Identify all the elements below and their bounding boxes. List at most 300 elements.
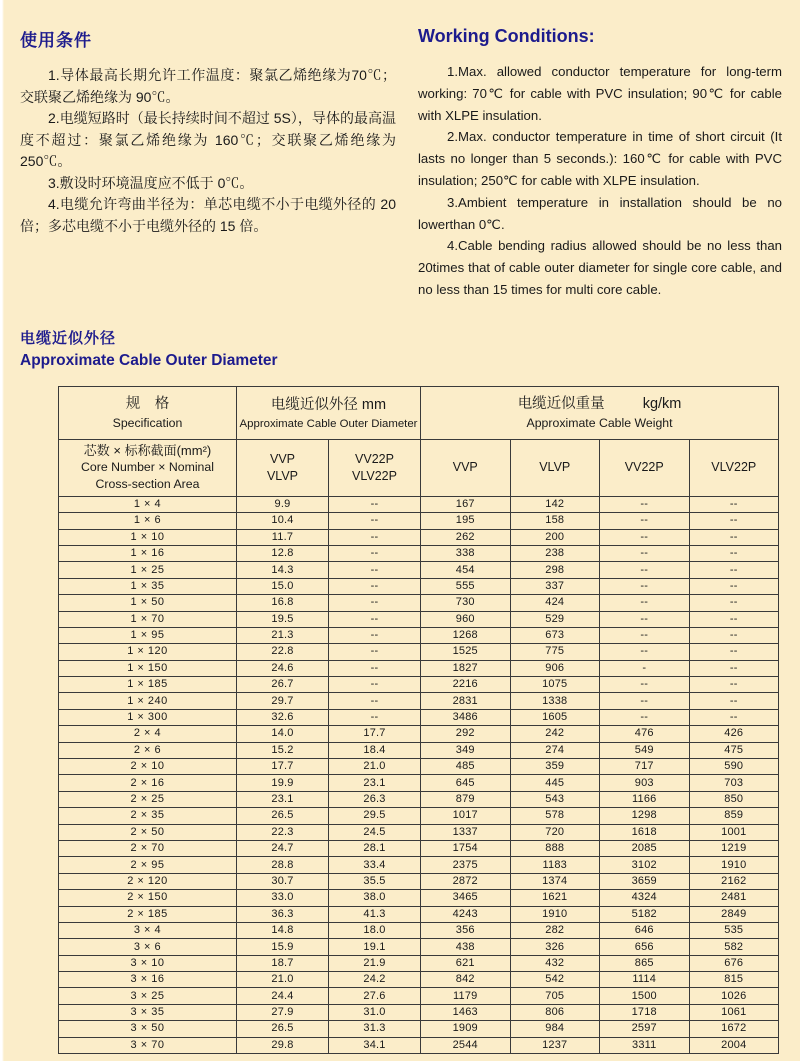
value-cell: 676	[689, 955, 779, 971]
value-cell: 262	[421, 529, 511, 545]
value-cell: 28.8	[237, 857, 329, 873]
section-title-en: Approximate Cable Outer Diameter	[20, 351, 278, 369]
table-row	[59, 677, 779, 693]
value-cell: --	[329, 529, 421, 545]
value-cell: 2544	[421, 1037, 511, 1053]
value-cell: --	[600, 644, 690, 660]
table-row	[59, 726, 779, 742]
value-cell: 1672	[689, 1021, 779, 1037]
value-cell: 26.3	[329, 791, 421, 807]
value-cell: 3486	[421, 709, 511, 725]
value-cell: 23.1	[237, 791, 329, 807]
value-cell: 582	[689, 939, 779, 955]
value-cell: 2375	[421, 857, 511, 873]
value-cell: 35.5	[329, 873, 421, 889]
value-cell: 2597	[600, 1021, 690, 1037]
value-cell: --	[689, 496, 779, 512]
table-row	[59, 840, 779, 856]
value-cell: 438	[421, 939, 511, 955]
value-cell: 1298	[600, 808, 690, 824]
value-cell: 292	[421, 726, 511, 742]
table-row	[59, 627, 779, 643]
usage-conditions-title-cn: 使用条件	[20, 31, 92, 50]
value-cell: 2162	[689, 873, 779, 889]
value-cell: 24.5	[329, 824, 421, 840]
value-cell: 26.7	[237, 677, 329, 693]
spec-cell: 3 × 6	[59, 939, 237, 955]
value-cell: --	[600, 562, 690, 578]
value-cell: 1268	[421, 627, 511, 643]
value-cell: 1605	[510, 709, 600, 725]
value-cell: 27.6	[329, 988, 421, 1004]
spec-cell: 2 × 10	[59, 759, 237, 775]
value-cell: 1237	[510, 1037, 600, 1053]
value-cell: 850	[689, 791, 779, 807]
value-cell: 705	[510, 988, 600, 1004]
core-section-header-cell	[59, 439, 237, 496]
working-conditions-en	[418, 26, 782, 301]
value-cell: --	[329, 513, 421, 529]
value-cell: --	[689, 529, 779, 545]
cable-table-header	[59, 386, 779, 496]
value-cell: 1754	[421, 840, 511, 856]
value-cell: 24.2	[329, 972, 421, 988]
value-cell: 529	[510, 611, 600, 627]
value-cell: 33.0	[237, 890, 329, 906]
value-cell: 4324	[600, 890, 690, 906]
value-cell: 19.9	[237, 775, 329, 791]
value-cell: 17.7	[237, 759, 329, 775]
spec-cell: 2 × 50	[59, 824, 237, 840]
value-cell: 703	[689, 775, 779, 791]
table-row	[59, 529, 779, 545]
table-row	[59, 660, 779, 676]
conditions-section	[20, 26, 782, 301]
spec-cell: 1 × 95	[59, 627, 237, 643]
header-row-columns	[59, 439, 779, 496]
value-cell: 5182	[600, 906, 690, 922]
value-cell: 27.9	[237, 1004, 329, 1020]
value-cell: 1621	[510, 890, 600, 906]
value-cell: 34.1	[329, 1037, 421, 1053]
type-label: VV22P	[355, 451, 394, 466]
value-cell: 432	[510, 955, 600, 971]
table-row	[59, 1021, 779, 1037]
value-cell: --	[600, 627, 690, 643]
weight-header-cn: 电缆近似重量	[517, 396, 605, 413]
diameter-header-cn: 电缆近似外径 mm	[270, 396, 387, 413]
value-cell: 359	[510, 759, 600, 775]
cable-table-body	[59, 496, 779, 1053]
value-cell: 903	[600, 775, 690, 791]
value-cell: 41.3	[329, 906, 421, 922]
value-cell: 2216	[421, 677, 511, 693]
value-cell: 18.4	[329, 742, 421, 758]
en-paragraph-2: 2.Max. conductor temperature in time of short circuit (It lasts no longer than 5 seconds.): 160℃ for cable with PVC insulation; 250℃ for cable with XLPE insulation.	[418, 129, 782, 188]
spec-cell: 1 × 50	[59, 595, 237, 611]
type-label: VLV22P	[711, 460, 757, 475]
value-cell: --	[329, 578, 421, 594]
value-cell: --	[689, 677, 779, 693]
spec-cell: 3 × 16	[59, 972, 237, 988]
value-cell: 24.7	[237, 840, 329, 856]
table-row	[59, 759, 779, 775]
weight-col-vlvp	[510, 439, 600, 496]
value-cell: 1618	[600, 824, 690, 840]
spec-cell: 2 × 4	[59, 726, 237, 742]
table-row	[59, 857, 779, 873]
value-cell: 19.1	[329, 939, 421, 955]
value-cell: --	[689, 644, 779, 660]
value-cell: --	[689, 513, 779, 529]
table-row	[59, 988, 779, 1004]
value-cell: 24.6	[237, 660, 329, 676]
value-cell: 1827	[421, 660, 511, 676]
value-cell: 1166	[600, 791, 690, 807]
value-cell: 274	[510, 742, 600, 758]
spec-cell: 2 × 16	[59, 775, 237, 791]
value-cell: 730	[421, 595, 511, 611]
weight-col-vlv22p	[689, 439, 779, 496]
value-cell: 282	[510, 922, 600, 938]
table-row	[59, 644, 779, 660]
value-cell: --	[689, 595, 779, 611]
spec-cell: 2 × 150	[59, 890, 237, 906]
value-cell: 3102	[600, 857, 690, 873]
value-cell: --	[600, 578, 690, 594]
value-cell: --	[689, 545, 779, 561]
spec-cell: 2 × 95	[59, 857, 237, 873]
cn-paragraph-1: 1.导体最高长期允许工作温度：聚氯乙烯绝缘为70℃；交联聚乙烯绝缘为 90℃。	[20, 67, 396, 105]
value-cell: 3311	[600, 1037, 690, 1053]
value-cell: --	[600, 513, 690, 529]
value-cell: --	[689, 693, 779, 709]
value-cell: 238	[510, 545, 600, 561]
value-cell: 578	[510, 808, 600, 824]
value-cell: 815	[689, 972, 779, 988]
core-header-cn: 芯数 × 标称截面(mm²)	[83, 443, 212, 459]
value-cell: 476	[600, 726, 690, 742]
cn-paragraph-2: 2.电缆短路时（最长持续时间不超过 5S），导体的最高温度不超过：聚氯乙烯绝缘为 160℃；交联聚乙烯绝缘为 250℃。	[20, 110, 396, 169]
type-label: VLVP	[539, 460, 571, 475]
table-row	[59, 775, 779, 791]
value-cell: 485	[421, 759, 511, 775]
value-cell: --	[329, 677, 421, 693]
value-cell: 555	[421, 578, 511, 594]
spec-cell: 2 × 6	[59, 742, 237, 758]
value-cell: 12.8	[237, 545, 329, 561]
value-cell: 15.2	[237, 742, 329, 758]
value-cell: 1179	[421, 988, 511, 1004]
value-cell: 1500	[600, 988, 690, 1004]
value-cell: 1463	[421, 1004, 511, 1020]
value-cell: -	[600, 660, 690, 676]
spec-cell: 1 × 35	[59, 578, 237, 594]
value-cell: 17.7	[329, 726, 421, 742]
value-cell: 30.7	[237, 873, 329, 889]
value-cell: 1183	[510, 857, 600, 873]
header-row-groups	[59, 386, 779, 439]
value-cell: 1910	[689, 857, 779, 873]
table-row	[59, 1037, 779, 1053]
value-cell: 1525	[421, 644, 511, 660]
value-cell: 29.5	[329, 808, 421, 824]
value-cell: 859	[689, 808, 779, 824]
value-cell: 23.1	[329, 775, 421, 791]
value-cell: 36.3	[237, 906, 329, 922]
value-cell: 1338	[510, 693, 600, 709]
value-cell: 1061	[689, 1004, 779, 1020]
value-cell: 535	[689, 922, 779, 938]
value-cell: 888	[510, 840, 600, 856]
en-paragraph-3: 3.Ambient temperature in installation should be no lowerthan 0℃.	[418, 194, 782, 232]
value-cell: 865	[600, 955, 690, 971]
spec-cell: 1 × 300	[59, 709, 237, 725]
value-cell: 2872	[421, 873, 511, 889]
value-cell: 1374	[510, 873, 600, 889]
value-cell: 298	[510, 562, 600, 578]
table-row	[59, 1004, 779, 1020]
table-row	[59, 955, 779, 971]
value-cell: 1017	[421, 808, 511, 824]
value-cell: 445	[510, 775, 600, 791]
value-cell: 646	[600, 922, 690, 938]
spec-cell: 3 × 35	[59, 1004, 237, 1020]
spec-cell: 1 × 120	[59, 644, 237, 660]
spec-cell: 1 × 150	[59, 660, 237, 676]
value-cell: 29.8	[237, 1037, 329, 1053]
spec-cell: 1 × 10	[59, 529, 237, 545]
table-row	[59, 906, 779, 922]
value-cell: 1219	[689, 840, 779, 856]
table-row	[59, 873, 779, 889]
usage-conditions-cn	[20, 26, 396, 301]
value-cell: 26.5	[237, 1021, 329, 1037]
table-row	[59, 595, 779, 611]
table-row	[59, 578, 779, 594]
spec-cell: 1 × 70	[59, 611, 237, 627]
spec-cell: 3 × 10	[59, 955, 237, 971]
value-cell: 242	[510, 726, 600, 742]
value-cell: --	[329, 496, 421, 512]
table-row	[59, 611, 779, 627]
value-cell: 16.8	[237, 595, 329, 611]
spec-header-cell	[59, 386, 237, 439]
value-cell: 167	[421, 496, 511, 512]
value-cell: 2481	[689, 890, 779, 906]
value-cell: 21.3	[237, 627, 329, 643]
type-label: VVP	[452, 460, 478, 475]
value-cell: 21.0	[237, 972, 329, 988]
value-cell: 9.9	[237, 496, 329, 512]
value-cell: 200	[510, 529, 600, 545]
value-cell: 543	[510, 791, 600, 807]
working-conditions-title-en: Working Conditions:	[418, 26, 595, 46]
value-cell: 960	[421, 611, 511, 627]
section-title-cn: 电缆近似外径	[20, 329, 117, 347]
value-cell: 142	[510, 496, 600, 512]
value-cell: 1910	[510, 906, 600, 922]
value-cell: 31.0	[329, 1004, 421, 1020]
value-cell: 2004	[689, 1037, 779, 1053]
value-cell: 14.0	[237, 726, 329, 742]
diameter-col-vvp-vlvp	[237, 439, 329, 496]
spec-cell: 1 × 25	[59, 562, 237, 578]
value-cell: --	[689, 611, 779, 627]
value-cell: 1026	[689, 988, 779, 1004]
type-label: VLV22P	[352, 468, 397, 483]
value-cell: --	[600, 677, 690, 693]
value-cell: 4243	[421, 906, 511, 922]
value-cell: --	[689, 578, 779, 594]
spec-cell: 3 × 4	[59, 922, 237, 938]
type-label: VV22P	[624, 460, 664, 475]
value-cell: 18.7	[237, 955, 329, 971]
value-cell: 24.4	[237, 988, 329, 1004]
value-cell: 337	[510, 578, 600, 594]
value-cell: 19.5	[237, 611, 329, 627]
value-cell: 542	[510, 972, 600, 988]
table-row	[59, 693, 779, 709]
value-cell: 984	[510, 1021, 600, 1037]
spec-cell: 2 × 185	[59, 906, 237, 922]
value-cell: 326	[510, 939, 600, 955]
value-cell: 906	[510, 660, 600, 676]
value-cell: 14.8	[237, 922, 329, 938]
value-cell: 424	[510, 595, 600, 611]
value-cell: 673	[510, 627, 600, 643]
value-cell: 1718	[600, 1004, 690, 1020]
table-row	[59, 791, 779, 807]
table-row	[59, 742, 779, 758]
table-row	[59, 513, 779, 529]
value-cell: --	[689, 709, 779, 725]
type-label: VVP	[269, 451, 295, 466]
spec-header-en: Specification	[112, 416, 183, 431]
value-cell: 21.0	[329, 759, 421, 775]
table-row	[59, 972, 779, 988]
value-cell: 656	[600, 939, 690, 955]
value-cell: 717	[600, 759, 690, 775]
value-cell: --	[689, 660, 779, 676]
value-cell: 15.0	[237, 578, 329, 594]
value-cell: --	[600, 693, 690, 709]
value-cell: 31.3	[329, 1021, 421, 1037]
value-cell: 621	[421, 955, 511, 971]
spec-header-cn: 规 格	[125, 396, 170, 413]
value-cell: 1909	[421, 1021, 511, 1037]
value-cell: 1114	[600, 972, 690, 988]
value-cell: 3659	[600, 873, 690, 889]
table-row	[59, 824, 779, 840]
spec-cell: 3 × 25	[59, 988, 237, 1004]
value-cell: 33.4	[329, 857, 421, 873]
value-cell: --	[600, 709, 690, 725]
value-cell: 14.3	[237, 562, 329, 578]
value-cell: 349	[421, 742, 511, 758]
value-cell: 26.5	[237, 808, 329, 824]
type-label: VLVP	[266, 468, 299, 483]
spec-cell: 1 × 16	[59, 545, 237, 561]
table-row	[59, 709, 779, 725]
cable-spec-table	[58, 386, 779, 1054]
value-cell: 2849	[689, 906, 779, 922]
value-cell: --	[329, 627, 421, 643]
cn-paragraph-4: 4.电缆允许弯曲半径为：单芯电缆不小于电缆外径的 20 倍；多芯电缆不小于电缆外径的 15 倍。	[20, 196, 396, 234]
value-cell: 475	[689, 742, 779, 758]
value-cell: 38.0	[329, 890, 421, 906]
cn-paragraph-3: 3.敷设时环境温度应不低于 0℃。	[48, 174, 254, 191]
value-cell: 590	[689, 759, 779, 775]
spec-cell: 1 × 4	[59, 496, 237, 512]
value-cell: 879	[421, 791, 511, 807]
spec-cell: 1 × 240	[59, 693, 237, 709]
value-cell: --	[329, 562, 421, 578]
weight-group-header-cell	[421, 386, 779, 439]
value-cell: 1075	[510, 677, 600, 693]
value-cell: --	[600, 496, 690, 512]
diameter-group-header-cell	[237, 386, 421, 439]
value-cell: 11.7	[237, 529, 329, 545]
value-cell: 15.9	[237, 939, 329, 955]
table-row	[59, 808, 779, 824]
diameter-header-en: Approximate Cable Outer Diameter	[239, 417, 418, 430]
spec-cell: 2 × 35	[59, 808, 237, 824]
spec-cell: 3 × 70	[59, 1037, 237, 1053]
table-row	[59, 545, 779, 561]
value-cell: --	[600, 595, 690, 611]
value-cell: --	[329, 693, 421, 709]
table-row	[59, 939, 779, 955]
value-cell: 21.9	[329, 955, 421, 971]
value-cell: --	[329, 611, 421, 627]
value-cell: 645	[421, 775, 511, 791]
value-cell: --	[329, 644, 421, 660]
value-cell: --	[689, 627, 779, 643]
value-cell: 22.3	[237, 824, 329, 840]
spec-cell: 2 × 120	[59, 873, 237, 889]
core-header-en-line2: Cross-section Area	[95, 477, 200, 492]
table-row	[59, 496, 779, 512]
value-cell: --	[329, 660, 421, 676]
spec-cell: 3 × 50	[59, 1021, 237, 1037]
value-cell: 775	[510, 644, 600, 660]
value-cell: 10.4	[237, 513, 329, 529]
core-header-en-line1: Core Number × Nominal	[81, 460, 214, 475]
value-cell: --	[689, 562, 779, 578]
weight-col-vvp	[421, 439, 511, 496]
en-paragraph-1: 1.Max. allowed conductor temperature for long-term working: 70℃ for cable with PVC insulation; 90℃ for cable with XLPE insulation.	[418, 64, 782, 123]
value-cell: 426	[689, 726, 779, 742]
spec-cell: 2 × 25	[59, 791, 237, 807]
value-cell: 1001	[689, 824, 779, 840]
value-cell: 29.7	[237, 693, 329, 709]
table-row	[59, 922, 779, 938]
en-paragraph-4: 4.Cable bending radius allowed should be no less than 20times that of cable outer diameter for single core cable, and no less than 15 times for multi core cable.	[418, 238, 782, 297]
table-section-heading	[20, 327, 782, 370]
table-row	[59, 562, 779, 578]
value-cell: 549	[600, 742, 690, 758]
value-cell: 2831	[421, 693, 511, 709]
value-cell: 32.6	[237, 709, 329, 725]
weight-header-en: Approximate Cable Weight	[526, 416, 673, 431]
spec-cell: 2 × 70	[59, 840, 237, 856]
value-cell: 18.0	[329, 922, 421, 938]
value-cell: --	[600, 529, 690, 545]
weight-col-vv22p	[600, 439, 690, 496]
value-cell: 806	[510, 1004, 600, 1020]
table-row	[59, 890, 779, 906]
